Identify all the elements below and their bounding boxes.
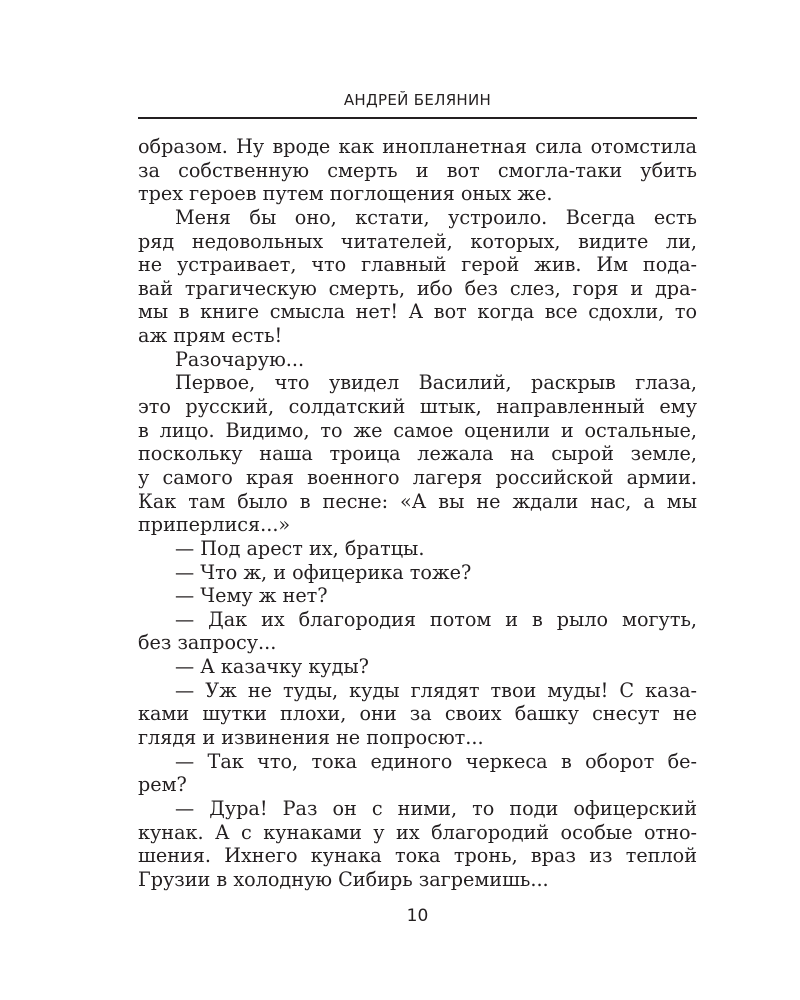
text-line: — А казачку куды? xyxy=(175,655,369,679)
text-line: не устраивает, что главный герой жив. Им пода- xyxy=(138,253,697,277)
text-line: — Чему ж нет? xyxy=(175,584,328,608)
text-line: Грузии в холодную Сибирь загремишь... xyxy=(138,867,549,891)
text-line: — Так что, тока единого черкеса в оборот бе- xyxy=(175,749,697,773)
text-line: без запросу... xyxy=(138,631,277,655)
text-line: Как там было в песне: «А вы не ждали нас, а мы xyxy=(138,489,697,513)
text-line: глядя и извинения не попросют... xyxy=(138,726,484,750)
text-line: — Что ж, и офицерика тоже? xyxy=(175,560,472,584)
text-line: Меня бы оно, кстати, устроило. Всегда есть xyxy=(175,205,697,229)
page-number: 10 xyxy=(406,906,429,926)
text-line: у самого края военного лагеря российской армии. xyxy=(138,465,697,489)
text-line: — Уж не туды, куды глядят твои муды! С каза- xyxy=(175,678,697,702)
text-line: — Дура! Раз он с ними, то поди офицерский xyxy=(175,796,697,820)
text-line: за собственную смерть и вот смогла-таки убить xyxy=(138,158,697,182)
text-line: поскольку наша троица лежала на сырой земле, xyxy=(138,442,697,466)
text-line: шения. Ихнего кунака тока тронь, враз из теплой xyxy=(138,844,697,868)
text-line: это русский, солдатский штык, направленный ему xyxy=(138,395,697,419)
text-line: трех героев путем поглощения оных же. xyxy=(138,182,553,206)
text-line: кунак. А с кунаками у их благородий особые отно- xyxy=(138,820,697,844)
text-line: приперлися...» xyxy=(138,513,291,537)
text-line: Разочарую... xyxy=(175,347,305,371)
running-header: АНДРЕЙ БЕЛЯНИН xyxy=(343,91,492,109)
text-line: в лицо. Видимо, то же самое оценили и остальные, xyxy=(138,418,697,442)
text-line: аж прям есть! xyxy=(138,324,283,348)
text-line: ками шутки плохи, они за своих башку снесут не xyxy=(138,702,697,726)
text-line: ряд недовольных читателей, которых, видите ли, xyxy=(138,229,697,253)
text-line: — Дак их благородия потом и в рыло могуть, xyxy=(175,607,697,631)
text-line: — Под арест их, братцы. xyxy=(175,536,425,560)
text-line: образом. Ну вроде как инопланетная сила отомстила xyxy=(138,135,697,158)
text-line: вай трагическую смерть, ибо без слез, горя и дра- xyxy=(138,276,697,300)
text-line: рем? xyxy=(138,773,187,797)
text-line: мы в книге смысла нет! А вот когда все сдохли, то xyxy=(138,300,697,324)
body-text xyxy=(138,135,697,892)
header-divider xyxy=(138,117,697,119)
text-line: Первое, что увидел Василий, раскрыв глаза, xyxy=(175,371,697,395)
